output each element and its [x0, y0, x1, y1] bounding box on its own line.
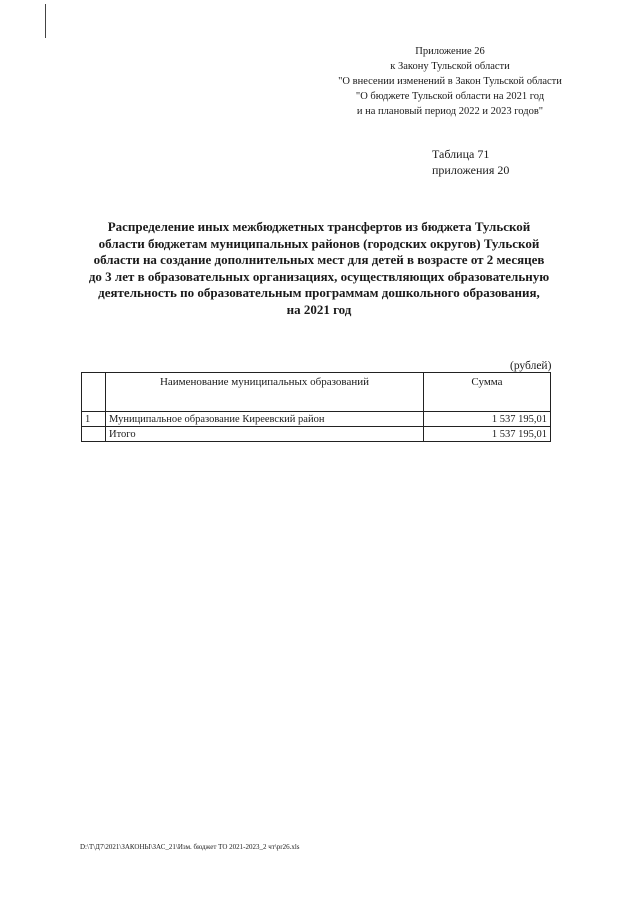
header-name: Наименование муниципальных образований	[106, 373, 424, 412]
file-path-footer: D:\Т\Д7\2021\ЗАКОНЫ\ЗАС_21\Изм. бюджет ТО 2021-2023_2 чт\рr26.xls	[80, 843, 300, 851]
document-title	[80, 219, 558, 318]
title-line-5: деятельность по образовательным программам дошкольного образования,	[98, 285, 540, 300]
table-ref-line-1: Таблица 71	[432, 147, 490, 161]
title-line-3: области на создание дополнительных мест для детей в возрасте от 2 месяцев	[93, 252, 545, 267]
table-reference	[432, 146, 509, 178]
appendix-line-4: "О бюджете Тульской области на 2021 год	[355, 91, 545, 102]
distribution-table	[81, 372, 551, 442]
appendix-line-5: и на плановый период 2022 и 2023 годов"	[356, 106, 544, 117]
scan-artifact-line	[45, 4, 46, 38]
table-total-row	[82, 427, 551, 442]
appendix-line-3: "О внесении изменений в Закон Тульской области	[338, 76, 562, 87]
table-header-row	[82, 373, 551, 412]
title-line-1: Распределение иных межбюджетных трансфертов из бюджета Тульской	[107, 219, 531, 234]
total-sum: 1 537 195,01	[424, 427, 551, 442]
units-label: (рублей)	[510, 360, 552, 372]
appendix-line-2: к Закону Тульской области	[390, 61, 510, 72]
table-row	[82, 412, 551, 427]
title-line-6: на 2021 год	[286, 301, 352, 317]
row-num: 1	[82, 412, 106, 427]
row-sum: 1 537 195,01	[424, 412, 551, 427]
header-num	[82, 373, 106, 412]
row-name: Муниципальное образование Киреевский район	[106, 412, 424, 427]
title-line-4: до 3 лет в образовательных организациях, осуществляющих образовательную	[88, 268, 550, 284]
appendix-header	[330, 44, 570, 119]
total-label: Итого	[106, 427, 424, 442]
appendix-line-1: Приложение 26	[415, 46, 485, 57]
header-sum: Сумма	[424, 373, 551, 412]
total-num	[82, 427, 106, 442]
table-ref-line-2: приложения 20	[432, 163, 510, 177]
title-line-2: области бюджетам муниципальных районов (городских округов) Тульской	[98, 235, 540, 251]
